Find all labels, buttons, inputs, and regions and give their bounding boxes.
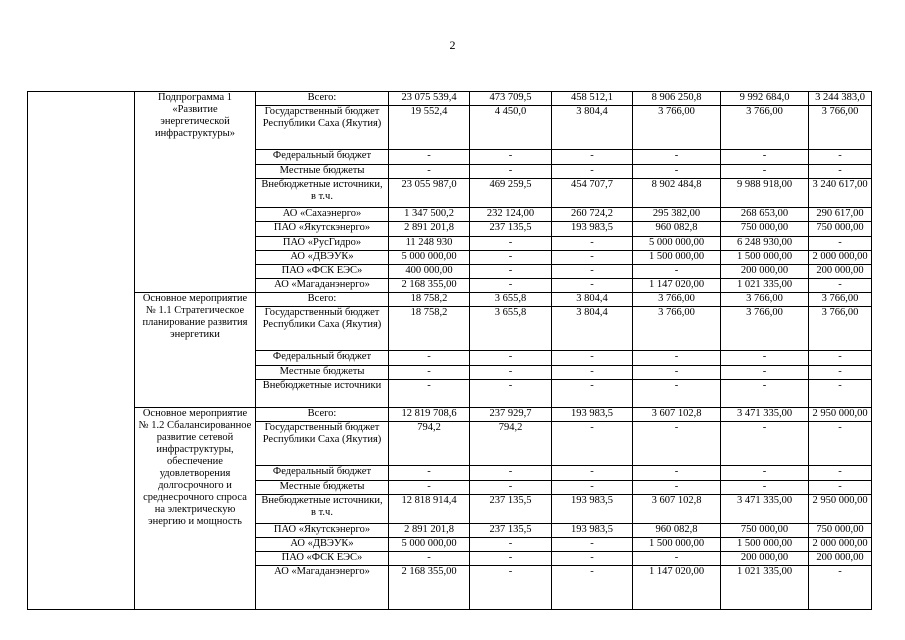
amount-cell: - [721,351,809,366]
amount-cell: 2 891 201,8 [389,524,470,538]
amount-cell: - [552,351,633,366]
amount-cell: 3 655,8 [470,307,552,351]
amount-cell: 19 552,4 [389,106,470,150]
amount-cell: 5 000 000,00 [633,237,721,251]
amount-cell: - [809,366,872,380]
amount-cell: 3 766,00 [809,293,872,307]
table-row [28,293,872,307]
amount-cell: - [470,380,552,408]
amount-cell: 290 617,00 [809,208,872,222]
amount-cell: - [721,150,809,165]
amount-cell: 2 950 000,00 [809,495,872,524]
amount-cell: 3 766,00 [633,307,721,351]
amount-cell: 3 804,4 [552,106,633,150]
funding-source-cell: ПАО «ФСК ЕЭС» [256,265,389,279]
amount-cell: 3 766,00 [721,106,809,150]
amount-cell: - [389,380,470,408]
amount-cell: - [552,165,633,179]
amount-cell: 193 983,5 [552,222,633,237]
amount-cell: 2 000 000,00 [809,538,872,552]
amount-cell: - [552,237,633,251]
amount-cell: 2 950 000,00 [809,408,872,422]
funding-source-cell: АО «Сахаэнерго» [256,208,389,222]
amount-cell: - [633,150,721,165]
amount-cell: - [470,538,552,552]
amount-cell: 1 347 500,2 [389,208,470,222]
funding-source-cell: Всего: [256,92,389,106]
funding-source-cell: АО «Магаданэнерго» [256,566,389,610]
amount-cell: 23 055 987,0 [389,179,470,208]
funding-source-cell: Местные бюджеты [256,481,389,495]
amount-cell: - [809,466,872,481]
amount-cell: 1 021 335,00 [721,566,809,610]
amount-cell: - [470,566,552,610]
amount-cell: 193 983,5 [552,408,633,422]
amount-cell: 3 607 102,8 [633,495,721,524]
funding-source-cell: Государственный бюджет Республики Саха (Якутия) [256,422,389,466]
amount-cell: - [721,380,809,408]
amount-cell: 1 500 000,00 [633,538,721,552]
amount-cell: 237 135,5 [470,222,552,237]
funding-source-cell: АО «ДВЭУК» [256,251,389,265]
funding-source-cell: Всего: [256,293,389,307]
amount-cell: 3 607 102,8 [633,408,721,422]
program-name-cell: Основное мероприятие № 1.1 Стратегическое планирование развития энергетики [135,293,256,408]
amount-cell: - [633,380,721,408]
amount-cell: - [552,481,633,495]
amount-cell: 2 891 201,8 [389,222,470,237]
amount-cell: - [470,481,552,495]
amount-cell: 9 988 918,00 [721,179,809,208]
amount-cell: - [552,552,633,566]
amount-cell: - [470,279,552,293]
amount-cell: - [389,150,470,165]
amount-cell: - [552,566,633,610]
funding-source-cell: Внебюджетные источники [256,380,389,408]
amount-cell: - [552,422,633,466]
funding-source-cell: Федеральный бюджет [256,466,389,481]
financing-table [27,91,872,610]
amount-cell: 3 766,00 [633,106,721,150]
amount-cell: - [470,150,552,165]
amount-cell: - [470,237,552,251]
table-row [28,408,872,422]
amount-cell: - [633,552,721,566]
amount-cell: - [389,552,470,566]
amount-cell: - [809,237,872,251]
amount-cell: - [389,366,470,380]
funding-source-cell: ПАО «Якутскэнерго» [256,524,389,538]
amount-cell: - [721,481,809,495]
amount-cell: - [389,351,470,366]
funding-source-cell: Всего: [256,408,389,422]
amount-cell: 268 653,00 [721,208,809,222]
amount-cell: 260 724,2 [552,208,633,222]
funding-source-cell: Внебюджетные источники, в т.ч. [256,495,389,524]
amount-cell: 1 147 020,00 [633,279,721,293]
amount-cell: 1 500 000,00 [721,251,809,265]
amount-cell: - [552,366,633,380]
amount-cell: - [721,366,809,380]
amount-cell: 200 000,00 [721,265,809,279]
amount-cell: 1 147 020,00 [633,566,721,610]
amount-cell: 11 248 930 [389,237,470,251]
amount-cell: - [552,380,633,408]
amount-cell: 400 000,00 [389,265,470,279]
amount-cell: 3 471 335,00 [721,408,809,422]
amount-cell: 5 000 000,00 [389,538,470,552]
amount-cell: 200 000,00 [809,265,872,279]
amount-cell: - [470,466,552,481]
amount-cell: 794,2 [470,422,552,466]
funding-source-cell: Государственный бюджет Республики Саха (Якутия) [256,307,389,351]
table-row [28,92,872,106]
amount-cell: - [633,265,721,279]
amount-cell: 8 906 250,8 [633,92,721,106]
amount-cell: - [809,279,872,293]
amount-cell: 750 000,00 [809,524,872,538]
amount-cell: 3 766,00 [809,106,872,150]
amount-cell: - [470,552,552,566]
amount-cell: 5 000 000,00 [389,251,470,265]
amount-cell: - [809,481,872,495]
amount-cell: 960 082,8 [633,524,721,538]
amount-cell: - [552,150,633,165]
amount-cell: 458 512,1 [552,92,633,106]
program-name-cell: Подпрограмма 1 «Развитие энергетической инфраструктуры» [135,92,256,293]
amount-cell: 473 709,5 [470,92,552,106]
amount-cell: - [633,466,721,481]
amount-cell: 2 168 355,00 [389,566,470,610]
amount-cell: 237 135,5 [470,495,552,524]
amount-cell: 18 758,2 [389,293,470,307]
amount-cell: 750 000,00 [721,222,809,237]
amount-cell: 3 766,00 [809,307,872,351]
amount-cell: 750 000,00 [809,222,872,237]
amount-cell: 3 655,8 [470,293,552,307]
funding-source-cell: ПАО «ФСК ЕЭС» [256,552,389,566]
funding-source-cell: Федеральный бюджет [256,351,389,366]
amount-cell: - [470,265,552,279]
amount-cell: - [552,265,633,279]
amount-cell: 3 804,4 [552,307,633,351]
amount-cell: 6 248 930,00 [721,237,809,251]
amount-cell: - [633,351,721,366]
amount-cell: - [552,279,633,293]
amount-cell: - [809,351,872,366]
funding-source-cell: Государственный бюджет Республики Саха (Якутия) [256,106,389,150]
amount-cell: - [389,481,470,495]
amount-cell: 3 766,00 [721,307,809,351]
amount-cell: 200 000,00 [721,552,809,566]
amount-cell: - [552,466,633,481]
amount-cell: - [633,422,721,466]
amount-cell: 1 021 335,00 [721,279,809,293]
funding-source-cell: АО «ДВЭУК» [256,538,389,552]
amount-cell: 750 000,00 [721,524,809,538]
amount-cell: - [552,538,633,552]
amount-cell: 12 818 914,4 [389,495,470,524]
amount-cell: 3 240 617,00 [809,179,872,208]
amount-cell: 3 471 335,00 [721,495,809,524]
amount-cell: 4 450,0 [470,106,552,150]
amount-cell: 8 902 484,8 [633,179,721,208]
funding-source-cell: ПАО «РусГидро» [256,237,389,251]
amount-cell: - [809,165,872,179]
amount-cell: - [552,251,633,265]
amount-cell: - [721,422,809,466]
amount-cell: - [809,422,872,466]
amount-cell: 237 929,7 [470,408,552,422]
funding-source-cell: Местные бюджеты [256,366,389,380]
amount-cell: - [470,351,552,366]
amount-cell: - [389,466,470,481]
amount-cell: - [470,165,552,179]
amount-cell: 193 983,5 [552,495,633,524]
amount-cell: - [470,251,552,265]
amount-cell: - [633,481,721,495]
amount-cell: 12 819 708,6 [389,408,470,422]
amount-cell: - [633,165,721,179]
amount-cell: 3 804,4 [552,293,633,307]
amount-cell: 2 168 355,00 [389,279,470,293]
amount-cell: 960 082,8 [633,222,721,237]
amount-cell: 9 992 684,0 [721,92,809,106]
funding-source-cell: Местные бюджеты [256,165,389,179]
program-name-cell: Основное мероприятие № 1.2 Сбалансированное развитие сетевой инфраструктуры, обеспечение удовлетворения долгосрочного и среднесрочного спроса на электрическую энергию и мощность [135,408,256,610]
amount-cell: 1 500 000,00 [721,538,809,552]
amount-cell: 2 000 000,00 [809,251,872,265]
amount-cell: 3 244 383,0 [809,92,872,106]
amount-cell: 18 758,2 [389,307,470,351]
amount-cell: 200 000,00 [809,552,872,566]
amount-cell: 237 135,5 [470,524,552,538]
amount-cell: - [809,380,872,408]
funding-source-cell: Внебюджетные источники, в т.ч. [256,179,389,208]
empty-left-cell [28,92,135,610]
amount-cell: - [470,366,552,380]
amount-cell: 193 983,5 [552,524,633,538]
amount-cell: - [809,150,872,165]
page-number: 2 [449,38,456,52]
amount-cell: 3 766,00 [633,293,721,307]
amount-cell: - [721,466,809,481]
amount-cell: 469 259,5 [470,179,552,208]
amount-cell: 295 382,00 [633,208,721,222]
funding-source-cell: Федеральный бюджет [256,150,389,165]
amount-cell: 794,2 [389,422,470,466]
amount-cell: - [721,165,809,179]
funding-source-cell: ПАО «Якутскэнерго» [256,222,389,237]
amount-cell: - [633,366,721,380]
amount-cell: - [389,165,470,179]
amount-cell: 3 766,00 [721,293,809,307]
funding-source-cell: АО «Магаданэнерго» [256,279,389,293]
amount-cell: 1 500 000,00 [633,251,721,265]
amount-cell: 232 124,00 [470,208,552,222]
amount-cell: - [809,566,872,610]
amount-cell: 23 075 539,4 [389,92,470,106]
amount-cell: 454 707,7 [552,179,633,208]
